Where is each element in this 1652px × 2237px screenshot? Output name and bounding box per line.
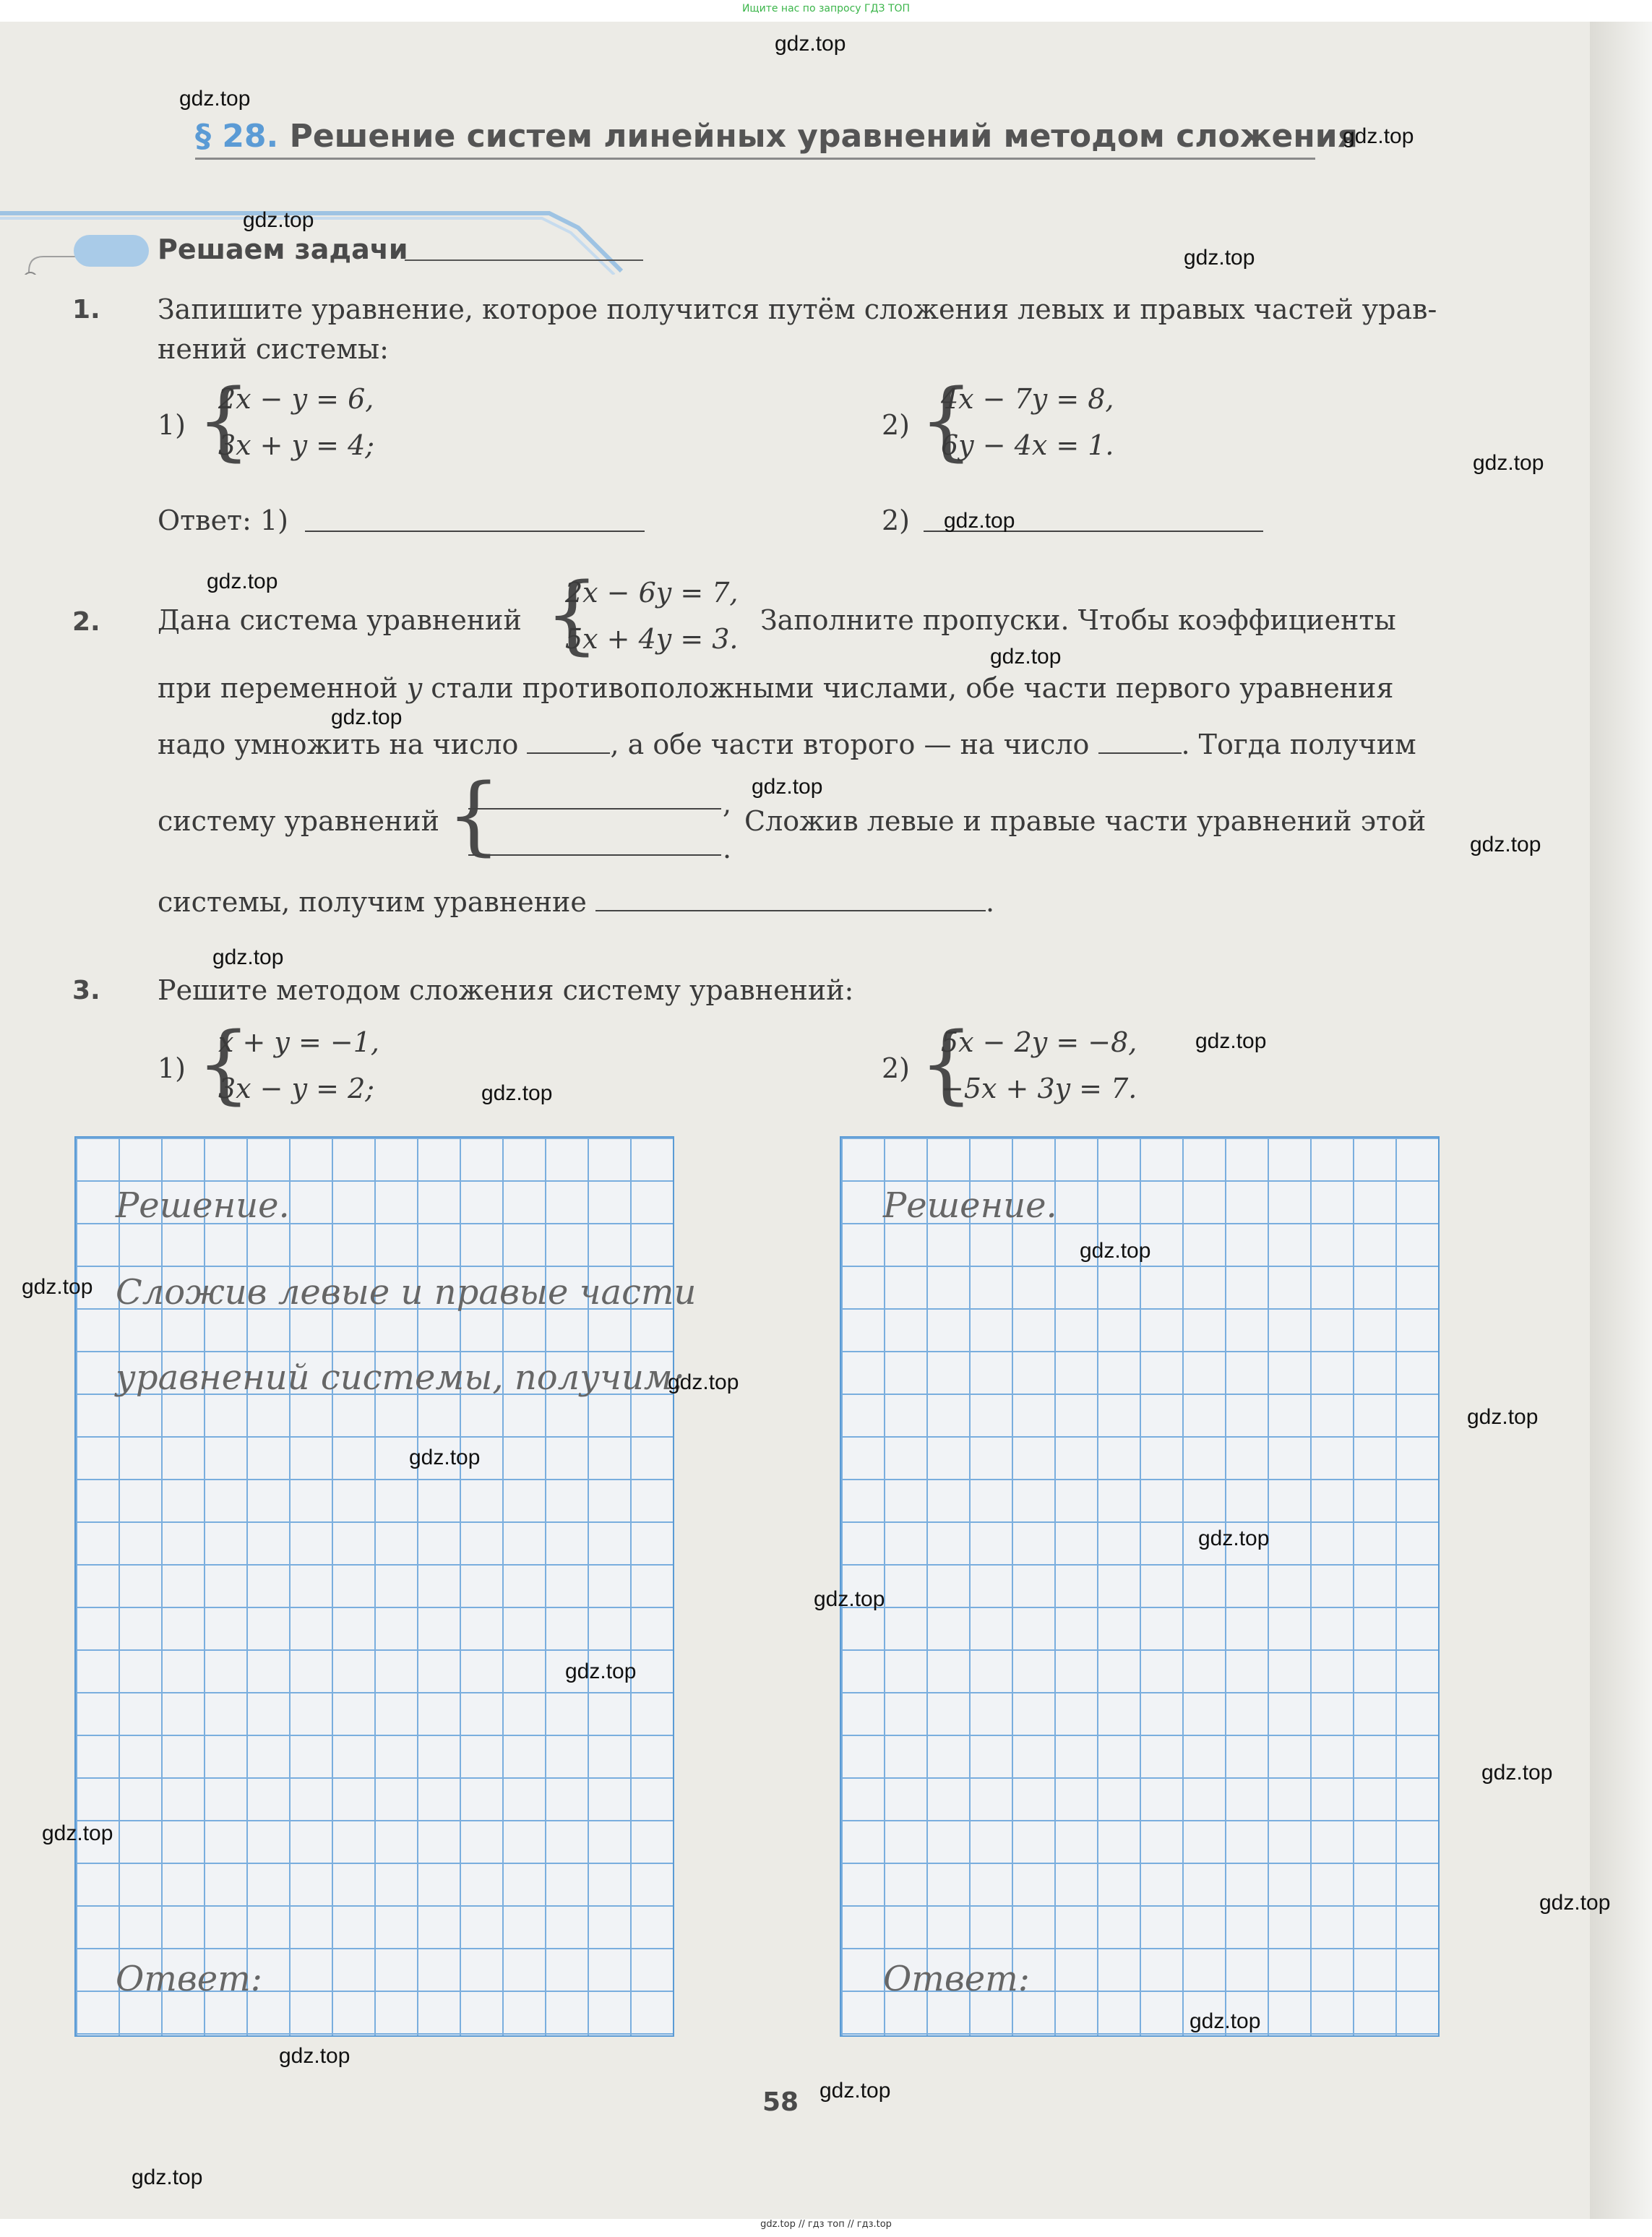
watermark: gdz.top — [212, 945, 284, 969]
task3-part1-eq1: x + y = −1, — [218, 1026, 379, 1058]
bottom-note: gdz.top // гдз топ // гдз.top — [760, 2219, 892, 2230]
subsection-pill — [74, 235, 149, 267]
task1-part2-brace: { — [919, 370, 974, 470]
watermark: gdz.top — [1539, 1891, 1611, 1915]
task3-number: 3. — [72, 976, 100, 1005]
task1-part1-brace: { — [197, 370, 251, 470]
task3-part2-label: 2) — [882, 1052, 911, 1084]
task3-part2-brace: { — [919, 1013, 974, 1113]
grid-left-line2: уравнений системы, получим: — [116, 1357, 684, 1398]
watermark: gdz.top — [409, 1446, 481, 1469]
subsection-heading: Решаем задачи — [158, 233, 408, 265]
watermark: gdz.top — [990, 645, 1062, 669]
grid-left-line1: Сложив левые и правые части — [116, 1272, 697, 1313]
task2-line5-dot: . — [985, 886, 995, 918]
task1-part2-eq2: 6y − 4x = 1. — [941, 429, 1114, 461]
task2-line3-a: надо умножить на число — [158, 729, 519, 760]
task2-line4-comma: , — [723, 788, 732, 820]
task2-line5 — [158, 882, 994, 922]
task2-brace: { — [545, 564, 600, 664]
watermark: gdz.top — [1467, 1405, 1539, 1429]
task2-text-b: Заполните пропуски. Чтобы коэффициенты — [760, 604, 1396, 636]
task2-line5-a: системы, получим уравнение — [158, 886, 587, 918]
watermark: gdz.top — [1473, 451, 1544, 475]
watermark: gdz.top — [668, 1370, 739, 1394]
task2-line4-a: систему уравнений — [158, 805, 439, 837]
watermark: gdz.top — [1195, 1029, 1267, 1053]
watermark: gdz.top — [1343, 124, 1414, 148]
watermark: gdz.top — [944, 509, 1015, 533]
page-edge — [1590, 22, 1652, 2219]
task1-number: 1. — [72, 295, 100, 325]
task2-line4-dot: . — [723, 833, 732, 864]
watermark: gdz.top — [1470, 833, 1541, 856]
task1-answer-blank1[interactable] — [305, 531, 645, 532]
task1-part1-eq1: 2x − y = 6, — [218, 383, 374, 415]
task1-text-line1: Запишите уравнение, которое получится путём сложения левых и правых частей урав- — [158, 293, 1437, 325]
watermark: gdz.top — [1184, 246, 1255, 270]
solution-grid-left[interactable] — [74, 1136, 674, 2037]
watermark: gdz.top — [132, 2165, 203, 2189]
task2-eq1: 2x − 6y = 7, — [565, 577, 739, 609]
section-number: § 28. — [195, 118, 279, 155]
task2-blank-eq2[interactable] — [468, 854, 721, 856]
watermark: gdz.top — [814, 1587, 885, 1611]
watermark: gdz.top — [1189, 2009, 1261, 2033]
solution-grid-right[interactable] — [840, 1136, 1440, 2037]
task1-part1-label: 1) — [158, 409, 186, 441]
task2-blank-result[interactable] — [595, 910, 986, 911]
task3-text: Решите методом сложения систему уравнений: — [158, 974, 854, 1006]
task2-number: 2. — [72, 607, 100, 637]
task2-line2 — [158, 668, 1393, 708]
task1-part2-label: 2) — [882, 409, 911, 441]
watermark: gdz.top — [207, 570, 278, 593]
task3-part1-label: 1) — [158, 1052, 186, 1084]
task2-blank-multiplier2[interactable] — [1098, 752, 1182, 754]
grid-left-solution-label: Решение. — [116, 1185, 290, 1226]
task3-part2-eq2: −5x + 3y = 7. — [941, 1073, 1137, 1104]
task2-blank-eq1[interactable] — [468, 808, 721, 810]
watermark: gdz.top — [331, 705, 403, 729]
watermark: gdz.top — [752, 775, 823, 799]
task3-part1-eq2: 3x − y = 2; — [218, 1073, 375, 1104]
watermark: gdz.top — [1481, 1761, 1553, 1785]
watermark: gdz.top — [1080, 1239, 1151, 1263]
task1-part2-eq1: 4x − 7y = 8, — [941, 383, 1114, 415]
task2-line2-a: при переменной — [158, 672, 398, 704]
task2-line4-brace: { — [447, 765, 502, 864]
task2-line4-b: Сложив левые и правые части уравнений этой — [744, 805, 1427, 837]
task2-blank-multiplier1[interactable] — [527, 752, 610, 754]
task1-answer-label: Ответ: 1) — [158, 504, 288, 536]
task2-eq2: 5x + 4y = 3. — [565, 623, 739, 655]
task1-part1-eq2: 3x + y = 4; — [218, 429, 375, 461]
watermark: gdz.top — [279, 2044, 350, 2068]
task2-line3-c: . Тогда получим — [1181, 729, 1416, 760]
grid-right-answer-label: Ответ: — [883, 1959, 1030, 1999]
task1-text-line2: нений системы: — [158, 333, 389, 365]
page-number: 58 — [762, 2087, 799, 2117]
task2-line3-b: , а обе части второго — на число — [610, 729, 1090, 760]
page-title — [195, 118, 1358, 155]
task3-part2-eq1: 5x − 2y = −8, — [941, 1026, 1137, 1058]
task3-part1-brace: { — [197, 1013, 251, 1113]
watermark: gdz.top — [819, 2079, 891, 2103]
watermark: gdz.top — [775, 32, 846, 56]
top-note[interactable]: Ищите нас по запросу ГДЗ ТОП — [741, 3, 911, 14]
watermark: gdz.top — [565, 1659, 637, 1683]
section-title: Решение систем линейных уравнений методом сложения — [289, 118, 1358, 155]
watermark: gdz.top — [42, 1821, 113, 1845]
watermark: gdz.top — [1198, 1527, 1270, 1550]
grid-left-answer-label: Ответ: — [116, 1959, 262, 1999]
grid-right-solution-label: Решение. — [883, 1185, 1057, 1226]
watermark: gdz.top — [22, 1275, 93, 1299]
task2-line2-b: стали противоположными числами, обе части первого уравнения — [431, 672, 1394, 704]
task1-answer-label2: 2) — [882, 504, 911, 536]
title-underline — [195, 158, 1315, 160]
task2-line2-var: y — [406, 672, 423, 704]
watermark: gdz.top — [243, 208, 314, 232]
task2-text-a: Дана система уравнений — [158, 604, 522, 636]
watermark: gdz.top — [179, 87, 251, 111]
task2-line3 — [158, 724, 1416, 765]
watermark: gdz.top — [481, 1081, 553, 1105]
